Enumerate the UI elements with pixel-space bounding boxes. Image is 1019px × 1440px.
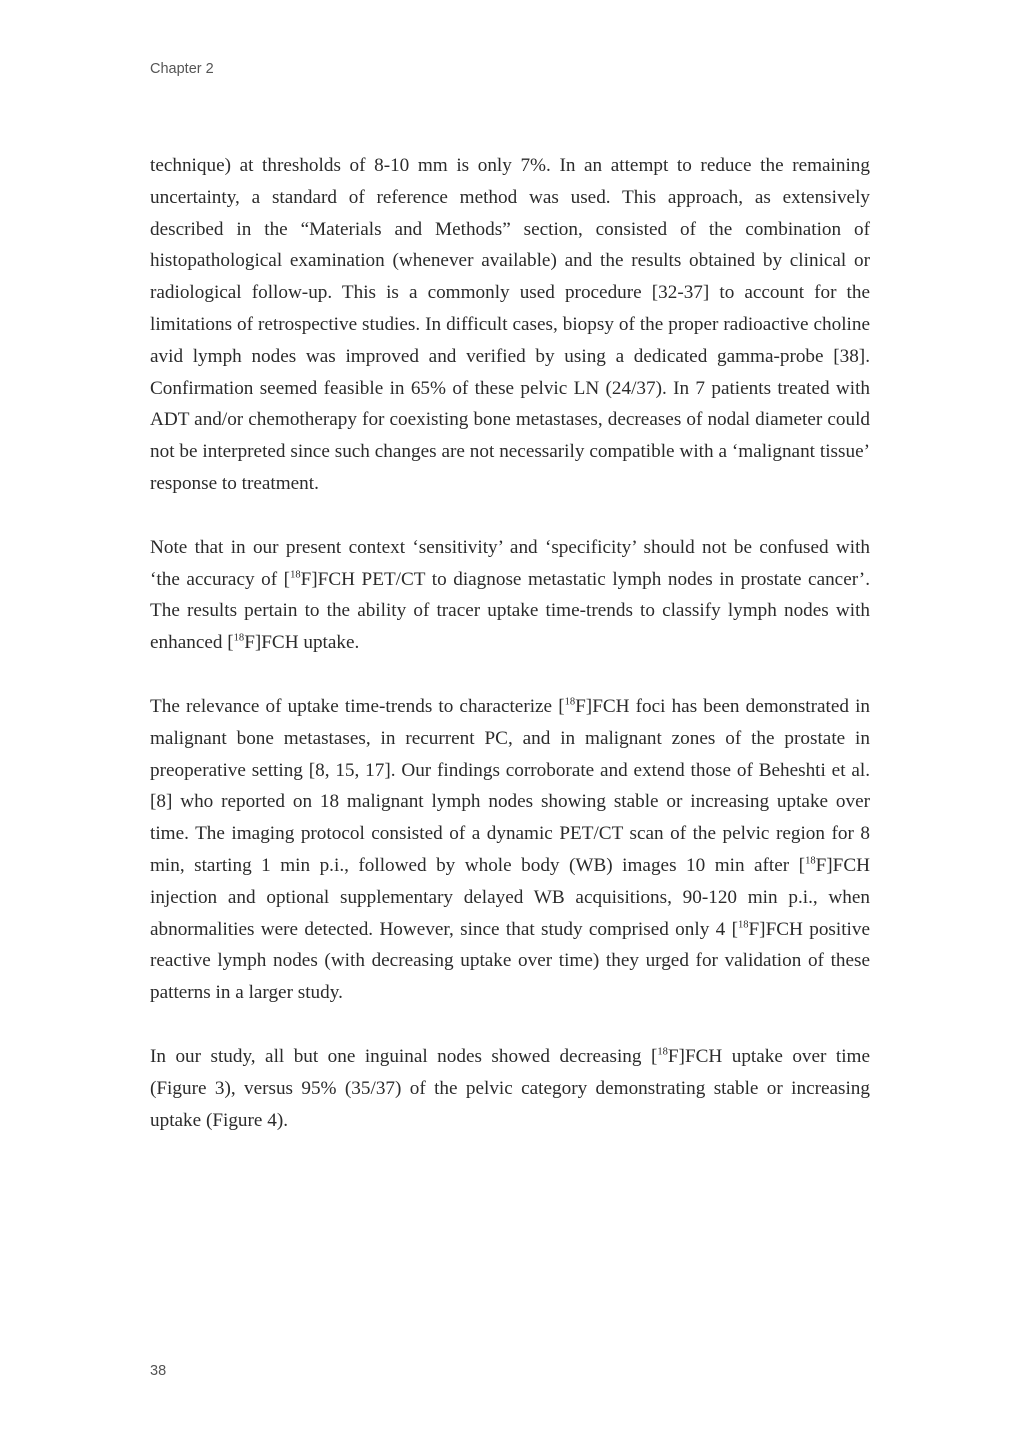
paragraph-4 (150, 1041, 870, 1136)
isotope-superscript: 18 (233, 632, 245, 644)
page-number: 38 (150, 1363, 167, 1379)
text-run: In our study, all but one inguinal nodes showed decreasing [ (150, 1045, 658, 1067)
isotope-superscript: 18 (290, 569, 301, 581)
text-run: F]FCH uptake. (244, 632, 360, 654)
isotope-superscript: 18 (805, 855, 816, 867)
running-header: Chapter 2 (150, 61, 214, 77)
text-run: F]FCH injection and optional supplementary delayed WB acquisitions, 90-120 min p.i., when abnormalities were detected. However, since that study comprised only 4 [ (150, 854, 870, 940)
isotope-superscript: 18 (737, 919, 749, 931)
text-run: The relevance of uptake time-trends to characterize [ (150, 695, 565, 717)
paragraph-2 (150, 532, 870, 659)
text-run: Note that in our present context ‘sensitivity’ and ‘specificity’ should not be confused with ‘the accuracy of [ (150, 536, 870, 590)
paragraph-3 (150, 691, 870, 1009)
paragraph-1: technique) at thresholds of 8-10 mm is only 7%. In an attempt to reduce the remaining uncertainty, a standard of reference method was used. This approach, as extensively described in the “Materials and Methods” section, consisted of the combination of histopathological examination (whenever available) and the results obtained by clinical or radiological follow-up. This is a commonly used procedure [32-37] to account for the limitations of retrospective studies. In difficult cases, biopsy of the proper radioactive choline avid lymph nodes was improved and verified by using a dedicated gamma-probe [38]. Confirmation seemed feasible in 65% of these pelvic LN (24/37). In 7 patients treated with ADT and/or chemotherapy for coexisting bone metastases, decreases of nodal diameter could not be interpreted since such changes are not necessarily compatible with a ‘malignant tissue’ response to treatment. (150, 155, 870, 494)
text-run: F]FCH foci has been demonstrated in malignant bone metastases, in recurrent PC, and in malignant zones of the prostate in preoperative setting [8, 15, 17]. Our findings corroborate and extend those of Beheshti et al. [8] who reported on 18 malignant lymph nodes showing stable or increasing uptake over time. The imaging protocol consisted of a dynamic PET/CT scan of the pelvic region for 8 min, starting 1 min p.i., followed by whole body (WB) images 10 min after [ (150, 695, 871, 876)
isotope-superscript: 18 (564, 696, 576, 708)
isotope-superscript: 18 (657, 1046, 668, 1058)
text-run: F]FCH PET/CT to diagnose metastatic lymph nodes in prostate cancer’. The results pertain to the ability of tracer uptake time-trends to classify lymph nodes with enhanced [ (150, 568, 870, 654)
text-run: F]FCH positive reactive lymph nodes (with decreasing uptake over time) they urged for validation of these patterns in a larger study. (150, 918, 870, 1004)
text-run: F]FCH uptake over time (Figure 3), versus 95% (35/37) of the pelvic category demonstrating stable or increasing uptake (Figure 4). (150, 1045, 870, 1131)
body-text (150, 150, 870, 1168)
